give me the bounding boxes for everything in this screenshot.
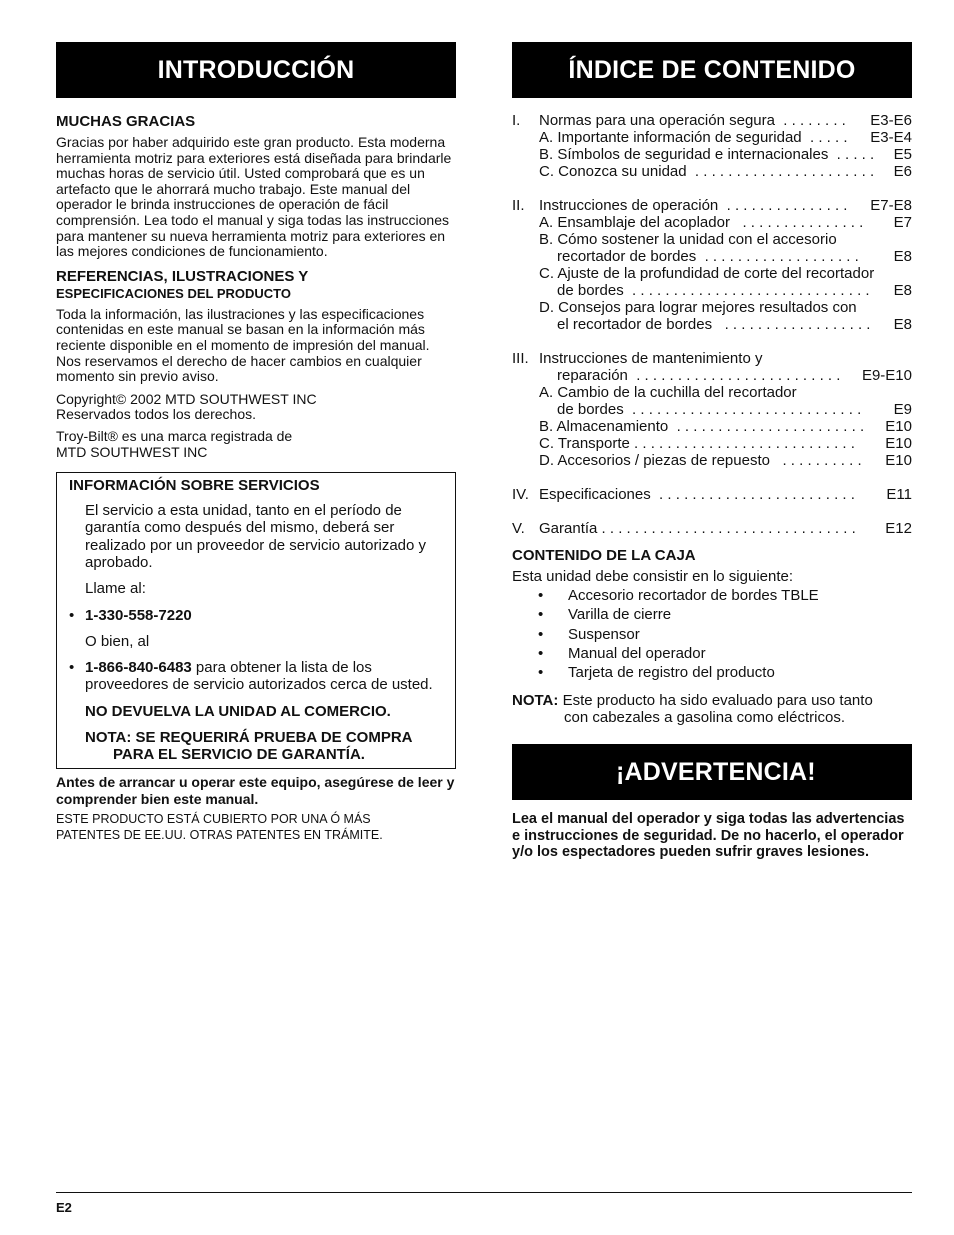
no-return-notice: NO DEVUELVA LA UNIDAD AL COMERCIO. — [85, 702, 391, 720]
toc-entry[interactable]: el recortador de bordes . . . . . . . . . . . . . . . . . . E8 — [557, 316, 912, 333]
patent-line-2: PATENTES DE EE.UU. OTRAS PATENTES EN TRÁMITE. — [56, 827, 383, 842]
toc-entry[interactable]: B. Almacenamiento . . . . . . . . . . . . . . . . . . . . . . . E10 — [539, 418, 912, 435]
toc-entry[interactable]: III. Instrucciones de mantenimiento y — [512, 350, 763, 367]
patent-line-1: ESTE PRODUCTO ESTÁ CUBIERTO POR UNA Ó MÁS — [56, 811, 371, 826]
toc-entry[interactable]: recortador de bordes . . . . . . . . . . . . . . . . . . . E8 — [557, 248, 912, 265]
introduccion-banner: INTRODUCCIÓN — [56, 42, 456, 98]
toc-entry[interactable]: B. Símbolos de seguridad e internacionales . . . . . E5 — [539, 146, 912, 163]
advertencia-banner: ¡ADVERTENCIA! — [512, 744, 912, 800]
toc-entry[interactable]: C. Transporte . . . . . . . . . . . . . . . . . . . . . . . . . . . E10 — [539, 435, 912, 452]
page-number: E2 — [56, 1200, 72, 1215]
toc-entry[interactable]: de bordes . . . . . . . . . . . . . . . . . . . . . . . . . . . . . E8 — [557, 282, 912, 299]
warranty-note-1: NOTA: SE REQUERIRÁ PRUEBA DE COMPRA — [85, 729, 413, 747]
rights-line: Reservados todos los derechos. — [56, 406, 256, 423]
list-item: • Varilla de cierre — [538, 606, 672, 624]
phone-2-item — [69, 659, 443, 694]
trademark-owner-line: MTD SOUTHWEST INC — [56, 443, 208, 460]
list-item: • Manual del operador — [538, 644, 706, 662]
bullet: • — [69, 659, 75, 677]
indice-banner: ÍNDICE DE CONTENIDO — [512, 42, 912, 98]
note-line-1: NOTA: Este producto ha sido evaluado para uso tanto — [512, 692, 873, 710]
toc-entry[interactable]: C. Conozca su unidad . . . . . . . . . . . . . . . . . . . . . . E6 — [539, 163, 912, 180]
box-contents-heading: CONTENIDO DE LA CAJA — [512, 547, 696, 564]
refs-subheading: ESPECIFICACIONES DEL PRODUCTO — [56, 285, 291, 301]
warning-text: Lea el manual del operador y siga todas las advertencias e instrucciones de seguridad. De no hacerlo, el operador y/o los espectadores pueden sufrir graves lesiones. — [512, 811, 905, 861]
toc-entry[interactable]: II. Instrucciones de operación . . . . . . . . . . . . . . . E7-E8 — [512, 197, 912, 214]
list-item: • Tarjeta de registro del producto — [538, 664, 775, 682]
phone-1: 1-330-558-7220 — [85, 606, 192, 624]
phone-2: 1-866-840-6483 — [85, 659, 192, 677]
table-of-contents — [512, 112, 912, 537]
toc-entry[interactable]: A. Importante información de seguridad . . . . . E3-E4 — [539, 129, 912, 146]
list-item: • Accesorio recortador de bordes TBLE — [538, 587, 819, 604]
note-line-2: con cabezales a gasolina como eléctricos. — [564, 709, 845, 727]
before-use-notice: Antes de arrancar u operar este equipo, asegúrese de leer y comprender bien este manual. — [56, 773, 455, 807]
toc-entry[interactable]: IV. Especificaciones . . . . . . . . . . . . . . . . . . . . . . . . E11 — [512, 486, 912, 503]
phone-2-suffix: para obtener la lista de los proveedores de servicio autorizados cerca de usted. — [85, 659, 433, 694]
service-info-box — [56, 472, 456, 769]
box-contents-list — [512, 586, 912, 682]
right-column — [512, 42, 912, 861]
refs-body: Toda la información, las ilustraciones y las especificaciones contenidas en este manual se basan en la información más reciente disponible en el momento de impresión del manual. Nos reservamos el derecho de hacer cambios en cualquier momento sin previo aviso. — [56, 305, 430, 385]
list-item: • Suspensor — [538, 625, 640, 643]
box-contents-intro: Esta unidad debe consistir en lo siguiente: — [512, 568, 794, 585]
toc-entry[interactable]: D. Accesorios / piezas de repuesto . . . . . . . . . . E10 — [539, 452, 912, 469]
bullet: • — [69, 606, 75, 624]
left-column — [56, 42, 456, 843]
call-label: Llame al: — [85, 580, 146, 598]
warranty-note-2: PARA EL SERVICIO DE GARANTÍA. — [113, 746, 365, 764]
toc-entry[interactable]: de bordes . . . . . . . . . . . . . . . . . . . . . . . . . . . . E9 — [557, 401, 912, 418]
toc-entry[interactable]: A. Cambio de la cuchilla del recortador — [539, 384, 797, 401]
trademark-line: Troy-Bilt® es una marca registrada de — [56, 427, 293, 444]
service-body: El servicio a esta unidad, tanto en el período de garantía como después del mismo, deberá ser realizado por un proveedor de servicio autorizado y aprobado. — [85, 502, 427, 571]
thanks-heading: MUCHAS GRACIAS — [56, 113, 196, 130]
toc-entry[interactable]: V. Garantía . . . . . . . . . . . . . . . . . . . . . . . . . . . . . . . E12 — [512, 520, 912, 537]
phone-1-item — [69, 607, 443, 624]
or-label: O bien, al — [85, 632, 150, 650]
toc-entry[interactable]: B. Cómo sostener la unidad con el accesorio — [539, 231, 837, 248]
toc-entry[interactable]: D. Consejos para lograr mejores resultados con — [539, 299, 857, 316]
toc-entry[interactable]: A. Ensamblaje del acoplador . . . . . . . . . . . . . . . E7 — [539, 214, 912, 231]
note-label: NOTA: — [512, 692, 559, 710]
thanks-body: Gracias por haber adquirido este gran producto. Esta moderna herramienta motriz para exteriores está diseñada para brindarle muchas horas de servicio útil. Usted comprobará que es un artefacto que le ahorrará mucho trabajo. Este manual del operador le brinda instrucciones de operación de fácil comprensión. Lea todo el manual y siga todas las instrucciones para mantener su nueva herramienta motriz para exteriores en las mejores condiciones de funcionamiento. — [56, 134, 452, 260]
toc-entry[interactable]: I. Normas para una operación segura . . . . . . . . E3-E6 — [512, 112, 912, 129]
copyright-line: Copyright© 2002 MTD SOUTHWEST INC — [56, 390, 317, 407]
toc-entry[interactable]: C. Ajuste de la profundidad de corte del recortador — [539, 265, 875, 282]
refs-heading: REFERENCIAS, ILUSTRACIONES Y — [56, 267, 309, 285]
footer-divider — [56, 1192, 912, 1193]
toc-entry[interactable]: reparación . . . . . . . . . . . . . . . . . . . . . . . . . E9-E10 — [557, 367, 912, 384]
service-heading: INFORMACIÓN SOBRE SERVICIOS — [69, 477, 320, 495]
